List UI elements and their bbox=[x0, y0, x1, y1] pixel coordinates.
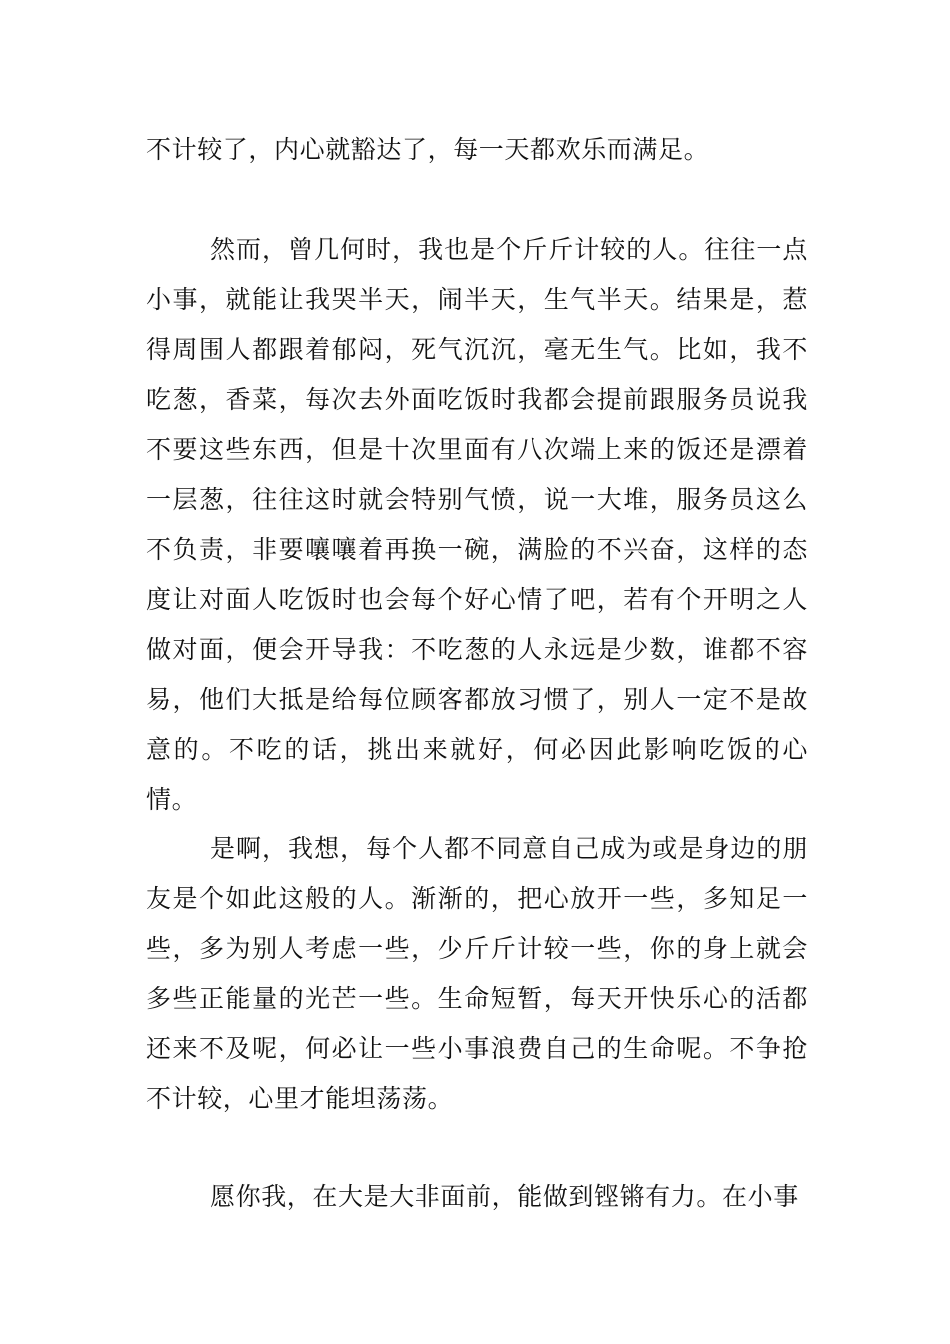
paragraph-4: 愿你我，在大是大非面前，能做到铿锵有力。在小事 bbox=[210, 1182, 799, 1211]
paragraph-2: 然而，曾几何时，我也是个斤斤计较的人。往往一点小事，就能让我哭半天，闹半天，生气半天。结果是，惹得周围人都跟着郁闷，死气沉沉，毫无生气。比如，我不吃葱，香菜，每次去外面吃饭时我都会提前跟服务员说我不要这些东西，但是十次里面有八次端上来的饭还是漂着一层葱，往往这时就会特别气愤，说一大堆，服务员这么不负责，非要嚷嚷着再换一碗，满脸的不兴奋，这样的态度让对面人吃饭时也会每个好心情了吧，若有个开明之人做对面，便会开导我：不吃葱的人永远是少数，谁都不容易，他们大抵是给每位顾客都放习惯了，别人一定不是故意的。不吃的话，挑出来就好，何必因此影响吃饭的心情。 bbox=[146, 235, 808, 814]
paragraph-1: 不计较了，内心就豁达了，每一天都欢乐而满足。 bbox=[146, 135, 710, 164]
paragraph-3: 是啊，我想，每个人都不同意自己成为或是身边的朋友是个如此这般的人。渐渐的，把心放开一些，多知足一些，多为别人考虑一些，少斤斤计较一些，你的身上就会多些正能量的光芒一些。生命短暂，每天开快乐心的活都还来不及呢，何必让一些小事浪费自己的生命呢。不争抢不计较，心里才能坦荡荡。 bbox=[146, 834, 808, 1113]
